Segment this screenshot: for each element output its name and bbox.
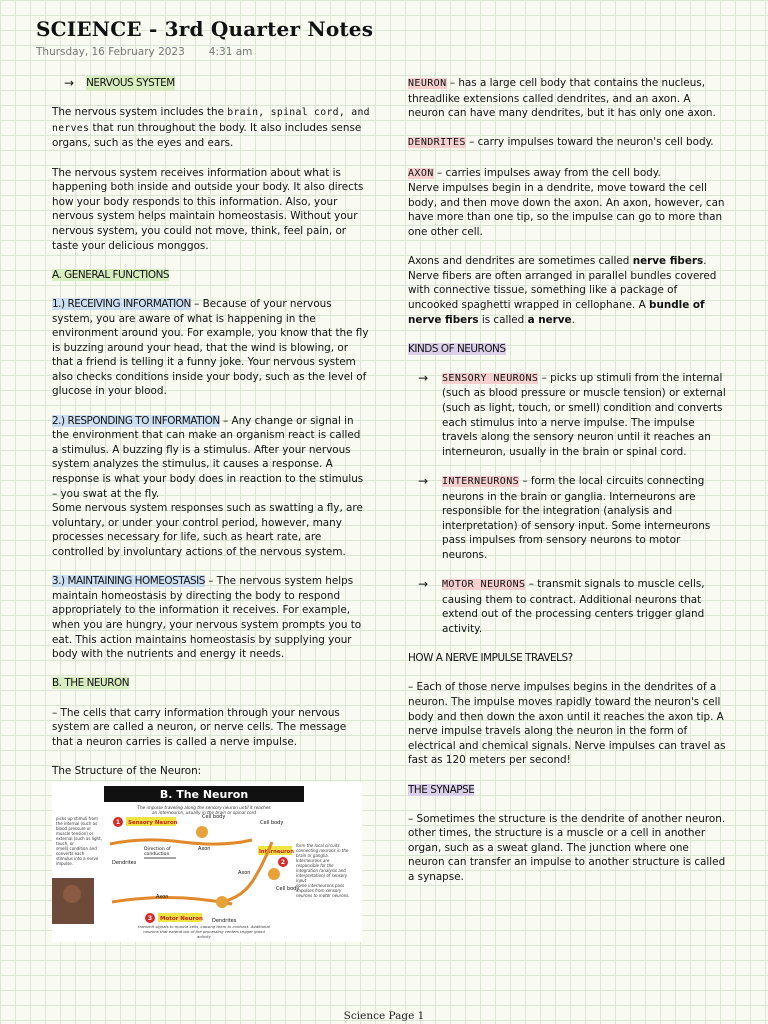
overview-paragraph: The nervous system receives information about what is happening both inside and outside your body. It also directs how your body responds to this information. Also, your nervous system helps maintain homeostasis. Without your nervous system, you could not move, think, feel pain, or taste your delicious monggos. — [52, 166, 364, 252]
synapse-paragraph-end: a synapse. — [408, 871, 464, 884]
diagram-title: B. The Neuron — [159, 788, 249, 801]
top-caption-2: an interneuron, usually in the brain or spinal cord — [151, 810, 257, 815]
dendrites-definition: DENDRITES – carry impulses toward the neuron's cell body. — [408, 136, 714, 149]
axon-label-3: Axon — [156, 894, 169, 900]
nervous-system-heading — [64, 76, 370, 91]
intro-paragraph: The nervous system includes the brain, spinal cord, and nerves that run throughout the body. It also includes sense organs, such as the eyes and ears. — [52, 106, 370, 150]
function-responding: 2.) RESPONDING TO INFORMATION – Any change or signal in the environment that can make an organism react is called a stimulus. A buzzing fly is a stimulus. After your nervous system analyzes the stimulus, it causes a response. A response is what your body does in reaction to the stimulus – you swat at the fly. — [52, 414, 364, 500]
impulse-heading: HOW A NERVE IMPULSE TRAVELS? — [408, 652, 573, 665]
neuron-paragraph: – The cells that carry information through your nervous system are called a neuron, or nerve cells. The message that a neuron carries is called a nerve impulse. — [52, 706, 347, 748]
right-caption-line: some interneurons pass — [296, 883, 345, 888]
right-caption-line: input — [296, 878, 307, 883]
right-caption-line: connecting neurons in the — [296, 848, 349, 853]
function-receiving: 1.) RECEIVING INFORMATION – Because of your nervous system, you are aware of what is happening in the environment around you. For example, you know that the fly is buzzing around your head, that the wind is blowing, or that a friend is telling it a funny joke. Your nervous system also checks conditions inside your body, such as the level of glucose in your blood. — [52, 297, 369, 398]
direction-label-2: conduction — [144, 852, 170, 857]
left-caption-line: stimulus into a nerve — [56, 856, 99, 861]
left-caption-line: the internal (such as — [56, 821, 98, 826]
right-caption-line: brain or ganglia. — [296, 853, 329, 858]
synapse-paragraph: – Sometimes the structure is the dendrite of another neuron. other times, the structure is a muscle or a cell in another organ, such as a sweat gland. The junction where one neuron can transfer an impulse to another structure is called — [408, 812, 726, 869]
right-caption-line: form the local circuits — [296, 843, 340, 848]
right-caption-line: responsible for the — [296, 863, 334, 868]
bottom-caption: transmit signals to muscle cells, causing them to contract. Additional — [138, 924, 270, 929]
axon-paragraph: Nerve impulses begin in a dendrite, move toward the cell body, and then move down the axon. An axon, however, can have more than one tip, so the impulse can go to more than one other cell. — [408, 182, 725, 238]
cell-body-label: Cell body — [202, 814, 226, 820]
left-caption-line: touch, or — [56, 841, 74, 846]
dendrites-label-2: Dendrites — [212, 918, 237, 924]
arrow-right-icon: → — [418, 474, 429, 489]
badge-2-text: 2 — [280, 859, 286, 866]
badge-1-text: 1 — [115, 819, 121, 826]
sensory-label: Sensory Neuron — [128, 820, 178, 826]
left-caption-line: blood pressure or — [56, 826, 91, 831]
general-functions-heading: A. GENERAL FUNCTIONS — [52, 268, 170, 281]
function-responding-cont: Some nervous system responses such as swatting a fly, are voluntary, or under your control period, however, many processes necessary for life, such as heart rate, are controlled by involuntary actions of the nervous system. — [52, 502, 363, 558]
direction-label: Direction of — [144, 847, 171, 852]
nerve-fibers-paragraph: Axons and dendrites are sometimes called nerve fibers. Nerve fibers are often arranged in parallel bundles covered with connective tissue, something like a package of uncooked spaghetti wrapped in cellophane. A bundle of nerve fibers is called a nerve. — [408, 255, 717, 326]
neuron-heading: B. THE NEURON — [52, 677, 130, 690]
impulse-paragraph: – Each of those nerve impulses begins in the dendrites of a neuron. The impulse moves rapidly toward the neuron's cell body and then down the axon until it reaches the axon tip. A nerve impulse travels along the neuron in the form of electrical and chemical signals. Nerve impulses can travel as fast as 120 meters per second! — [408, 681, 726, 767]
bottom-caption-3: activity — [197, 934, 211, 939]
axon-label: Axon — [198, 846, 211, 852]
right-caption-line: Interneurons are — [296, 858, 330, 863]
left-caption-line: picks up stimuli from — [56, 816, 98, 821]
motor-neuron-item — [418, 577, 726, 636]
badge-3-text: 3 — [147, 915, 153, 922]
arrow-right-icon: → — [418, 577, 429, 592]
right-caption-line: integration (analysis and — [296, 868, 346, 873]
right-caption-block — [296, 843, 350, 898]
structure-label: The Structure of the Neuron: — [52, 764, 202, 777]
arrow-right-icon: → — [418, 370, 429, 385]
neuron-definition: NEURON – has a large cell body that contains the nucleus, threadlike extensions called dendrites, and an axon. A neuron can have many dendrites, but it has only one axon. — [408, 77, 716, 120]
dendrites-label: Dendrites — [112, 860, 137, 866]
interneuron-item — [418, 474, 726, 563]
interneuron-text: INTERNEURONS – form the local circuits connecting neurons in the brain or ganglia. Interneurons are responsible for the integration (analysis and interpretation) of sensory input. Some interneurons pass impulses from sensory neurons to motor neurons. — [442, 475, 711, 561]
left-caption-block — [56, 816, 102, 866]
sensory-neuron-item — [418, 371, 726, 460]
cell-body-label-2: Cell body — [260, 820, 284, 826]
inter-cell-body — [268, 868, 280, 880]
synapse-heading: THE SYNAPSE — [408, 783, 475, 796]
motor-axon — [112, 897, 232, 904]
neuron-diagram — [52, 782, 362, 942]
left-caption-line: external (such as light, — [56, 836, 102, 841]
left-caption-line: converts each — [56, 851, 85, 856]
sensory-neuron-text: SENSORY NEURONS – picks up stimuli from the internal (such as blood pressure or muscle tension) or external (such as light, touch, or smell) condition and converts each stimulus into a nerve impulse. The impulse travels along the sensory neuron until it reaches an interneuron, usually in the brain or spinal cord. — [442, 371, 726, 458]
motor-label: Motor Neuron — [160, 916, 203, 922]
cell-body-label-3: Cell body — [276, 886, 300, 892]
sensory-cell-body — [196, 826, 208, 838]
page-date — [36, 46, 252, 58]
left-caption-line: muscle tension) or — [56, 831, 94, 836]
sensory-axon — [110, 840, 252, 844]
right-column — [408, 76, 726, 885]
right-caption-line: neurons to motor neurons. — [296, 893, 350, 898]
left-column — [52, 76, 370, 779]
bottom-caption-2: neurons that extend out of the processing centers trigger gland — [143, 929, 265, 934]
top-caption: The impulse traveling along the sensory neuron until it reaches — [137, 805, 271, 810]
axon-label-2: Axon — [238, 870, 251, 876]
kinds-heading: KINDS OF NEURONS — [408, 342, 506, 355]
time-text: 4:31 am — [208, 46, 253, 58]
left-caption-line: smell) condition and — [56, 846, 97, 851]
right-caption-line: impulses from sensory — [296, 888, 342, 893]
axon-definition: AXON – carries impulses away from the cell body. — [408, 166, 661, 179]
motor-cell-body — [216, 896, 228, 908]
date-text: Thursday, 16 February 2023 — [36, 46, 185, 58]
heading-text: NERVOUS SYSTEM — [86, 77, 175, 89]
inter-label: Interneuron — [259, 849, 294, 855]
left-caption-line: impulse. — [56, 861, 74, 866]
motor-neuron-text: MOTOR NEURONS – transmit signals to muscle cells, causing them to contract. Additional neurons that extend out of the processing centers trigger gland activity. — [442, 578, 705, 635]
right-caption-line: interpretation) of sensory — [296, 873, 348, 878]
child-photo-face — [63, 885, 81, 903]
arrow-right-icon: → — [64, 76, 75, 90]
page-title: SCIENCE - 3rd Quarter Notes — [36, 17, 374, 41]
function-homeostasis: 3.) MAINTAINING HOMEOSTASIS – The nervous system helps maintain homeostasis by directing the body to respond appropriately to the information it receives. For example, when you are hungry, your nervous system prompts you to eat. This action maintains homeostasis by supplying your body with the nutrients and energy it needs. — [52, 575, 362, 661]
page-footer: Science Page 1 — [343, 1010, 425, 1022]
